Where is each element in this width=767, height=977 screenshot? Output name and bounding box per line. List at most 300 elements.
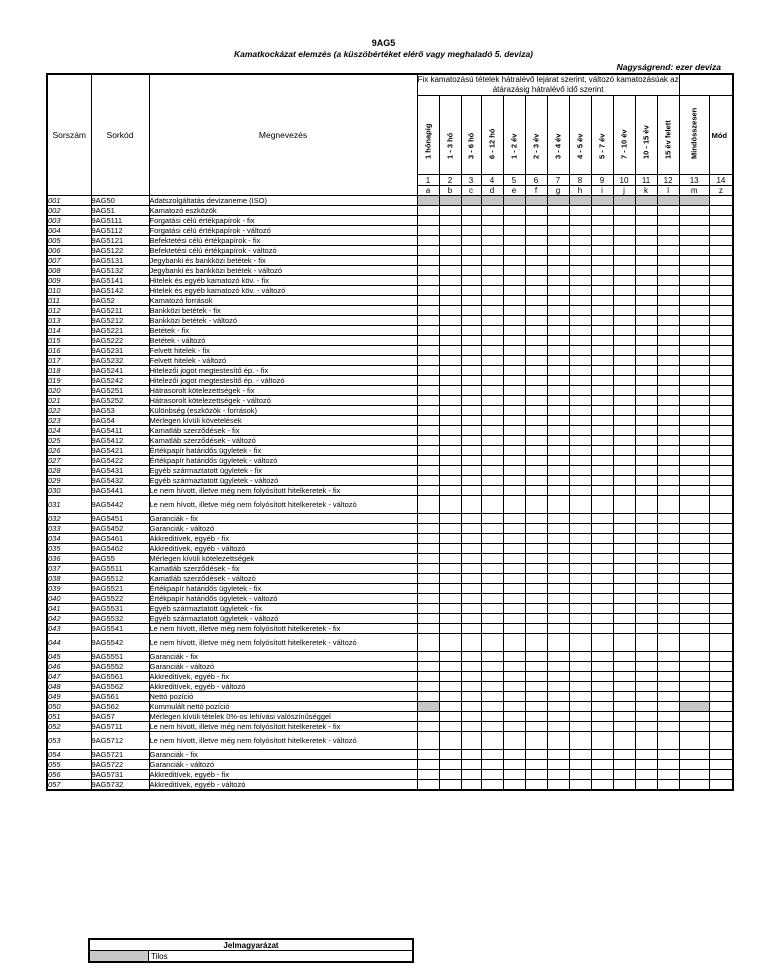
value-cell[interactable] bbox=[547, 306, 569, 316]
value-cell[interactable] bbox=[635, 206, 657, 216]
value-cell[interactable] bbox=[461, 286, 481, 296]
value-cell[interactable] bbox=[547, 594, 569, 604]
value-cell[interactable] bbox=[679, 544, 709, 554]
value-cell[interactable] bbox=[547, 386, 569, 396]
value-cell[interactable] bbox=[635, 356, 657, 366]
value-cell[interactable] bbox=[709, 722, 733, 732]
value-cell[interactable] bbox=[569, 476, 591, 486]
value-cell[interactable] bbox=[503, 306, 525, 316]
value-cell[interactable] bbox=[547, 266, 569, 276]
value-cell[interactable] bbox=[569, 456, 591, 466]
value-cell[interactable] bbox=[547, 336, 569, 346]
value-cell[interactable] bbox=[547, 662, 569, 672]
value-cell[interactable] bbox=[481, 692, 503, 702]
value-cell[interactable] bbox=[679, 206, 709, 216]
value-cell[interactable] bbox=[657, 514, 679, 524]
value-cell[interactable] bbox=[417, 496, 439, 514]
value-cell[interactable] bbox=[569, 624, 591, 634]
value-cell[interactable] bbox=[525, 266, 547, 276]
value-cell[interactable] bbox=[613, 624, 635, 634]
value-cell[interactable] bbox=[461, 246, 481, 256]
value-cell[interactable] bbox=[547, 476, 569, 486]
value-cell[interactable] bbox=[481, 760, 503, 770]
value-cell[interactable] bbox=[591, 750, 613, 760]
value-cell[interactable] bbox=[679, 554, 709, 564]
value-cell[interactable] bbox=[709, 594, 733, 604]
value-cell[interactable] bbox=[613, 534, 635, 544]
value-cell[interactable] bbox=[547, 544, 569, 554]
value-cell[interactable] bbox=[613, 316, 635, 326]
value-cell[interactable] bbox=[635, 750, 657, 760]
value-cell[interactable] bbox=[481, 702, 503, 712]
value-cell[interactable] bbox=[709, 466, 733, 476]
value-cell[interactable] bbox=[547, 634, 569, 652]
value-cell[interactable] bbox=[547, 346, 569, 356]
value-cell[interactable] bbox=[613, 732, 635, 750]
value-cell[interactable] bbox=[679, 336, 709, 346]
value-cell[interactable] bbox=[547, 624, 569, 634]
value-cell[interactable] bbox=[439, 436, 461, 446]
value-cell[interactable] bbox=[525, 236, 547, 246]
value-cell[interactable] bbox=[503, 584, 525, 594]
value-cell[interactable] bbox=[569, 692, 591, 702]
value-cell[interactable] bbox=[503, 534, 525, 544]
value-cell[interactable] bbox=[481, 416, 503, 426]
value-cell[interactable] bbox=[503, 226, 525, 236]
value-cell[interactable] bbox=[679, 386, 709, 396]
value-cell[interactable] bbox=[635, 316, 657, 326]
value-cell[interactable] bbox=[569, 316, 591, 326]
value-cell[interactable] bbox=[481, 544, 503, 554]
value-cell[interactable] bbox=[709, 446, 733, 456]
value-cell[interactable] bbox=[503, 346, 525, 356]
value-cell[interactable] bbox=[417, 524, 439, 534]
value-cell[interactable] bbox=[439, 514, 461, 524]
value-cell[interactable] bbox=[679, 346, 709, 356]
value-cell[interactable] bbox=[525, 564, 547, 574]
value-cell[interactable] bbox=[439, 722, 461, 732]
value-cell[interactable] bbox=[503, 366, 525, 376]
value-cell[interactable] bbox=[481, 732, 503, 750]
value-cell[interactable] bbox=[417, 216, 439, 226]
value-cell[interactable] bbox=[461, 652, 481, 662]
value-cell[interactable] bbox=[679, 436, 709, 446]
value-cell[interactable] bbox=[679, 256, 709, 266]
value-cell[interactable] bbox=[657, 276, 679, 286]
value-cell[interactable] bbox=[481, 366, 503, 376]
value-cell[interactable] bbox=[461, 692, 481, 702]
value-cell[interactable] bbox=[525, 604, 547, 614]
value-cell[interactable] bbox=[709, 306, 733, 316]
value-cell[interactable] bbox=[709, 624, 733, 634]
value-cell[interactable] bbox=[657, 614, 679, 624]
value-cell[interactable] bbox=[569, 396, 591, 406]
value-cell[interactable] bbox=[439, 732, 461, 750]
value-cell[interactable] bbox=[461, 486, 481, 496]
value-cell[interactable] bbox=[591, 584, 613, 594]
value-cell[interactable] bbox=[591, 376, 613, 386]
value-cell[interactable] bbox=[657, 236, 679, 246]
value-cell[interactable] bbox=[439, 750, 461, 760]
value-cell[interactable] bbox=[439, 594, 461, 604]
value-cell[interactable] bbox=[709, 266, 733, 276]
value-cell[interactable] bbox=[417, 416, 439, 426]
value-cell[interactable] bbox=[439, 672, 461, 682]
value-cell[interactable] bbox=[417, 456, 439, 466]
value-cell[interactable] bbox=[525, 486, 547, 496]
value-cell[interactable] bbox=[657, 722, 679, 732]
value-cell[interactable] bbox=[481, 376, 503, 386]
value-cell[interactable] bbox=[503, 416, 525, 426]
value-cell[interactable] bbox=[525, 286, 547, 296]
value-cell[interactable] bbox=[635, 266, 657, 276]
value-cell[interactable] bbox=[657, 692, 679, 702]
value-cell[interactable] bbox=[679, 624, 709, 634]
value-cell[interactable] bbox=[503, 296, 525, 306]
value-cell[interactable] bbox=[503, 524, 525, 534]
value-cell[interactable] bbox=[503, 396, 525, 406]
value-cell[interactable] bbox=[613, 564, 635, 574]
value-cell[interactable] bbox=[569, 722, 591, 732]
value-cell[interactable] bbox=[635, 326, 657, 336]
value-cell[interactable] bbox=[503, 326, 525, 336]
value-cell[interactable] bbox=[613, 346, 635, 356]
value-cell[interactable] bbox=[613, 574, 635, 584]
value-cell[interactable] bbox=[461, 266, 481, 276]
value-cell[interactable] bbox=[417, 256, 439, 266]
value-cell[interactable] bbox=[591, 780, 613, 791]
value-cell[interactable] bbox=[461, 466, 481, 476]
value-cell[interactable] bbox=[613, 672, 635, 682]
value-cell[interactable] bbox=[439, 396, 461, 406]
value-cell[interactable] bbox=[439, 466, 461, 476]
value-cell[interactable] bbox=[635, 760, 657, 770]
value-cell[interactable] bbox=[481, 770, 503, 780]
value-cell[interactable] bbox=[679, 316, 709, 326]
value-cell[interactable] bbox=[679, 396, 709, 406]
value-cell[interactable] bbox=[679, 780, 709, 791]
value-cell[interactable] bbox=[525, 682, 547, 692]
value-cell[interactable] bbox=[635, 554, 657, 564]
value-cell[interactable] bbox=[635, 246, 657, 256]
value-cell[interactable] bbox=[439, 406, 461, 416]
value-cell[interactable] bbox=[461, 206, 481, 216]
value-cell[interactable] bbox=[613, 296, 635, 306]
value-cell[interactable] bbox=[569, 634, 591, 652]
value-cell[interactable] bbox=[461, 346, 481, 356]
value-cell[interactable] bbox=[657, 584, 679, 594]
value-cell[interactable] bbox=[481, 466, 503, 476]
value-cell[interactable] bbox=[525, 276, 547, 286]
value-cell[interactable] bbox=[461, 336, 481, 346]
value-cell[interactable] bbox=[439, 276, 461, 286]
value-cell[interactable] bbox=[679, 594, 709, 604]
value-cell[interactable] bbox=[461, 770, 481, 780]
value-cell[interactable] bbox=[417, 356, 439, 366]
value-cell[interactable] bbox=[679, 486, 709, 496]
value-cell[interactable] bbox=[461, 750, 481, 760]
value-cell[interactable] bbox=[461, 256, 481, 266]
value-cell[interactable] bbox=[657, 366, 679, 376]
value-cell[interactable] bbox=[481, 634, 503, 652]
value-cell[interactable] bbox=[635, 682, 657, 692]
value-cell[interactable] bbox=[591, 732, 613, 750]
value-cell[interactable] bbox=[569, 594, 591, 604]
value-cell[interactable] bbox=[439, 524, 461, 534]
value-cell[interactable] bbox=[525, 732, 547, 750]
value-cell[interactable] bbox=[417, 584, 439, 594]
value-cell[interactable] bbox=[417, 296, 439, 306]
value-cell[interactable] bbox=[439, 356, 461, 366]
value-cell[interactable] bbox=[569, 682, 591, 692]
value-cell[interactable] bbox=[613, 712, 635, 722]
value-cell[interactable] bbox=[547, 682, 569, 692]
value-cell[interactable] bbox=[709, 672, 733, 682]
value-cell[interactable] bbox=[481, 524, 503, 534]
value-cell[interactable] bbox=[503, 652, 525, 662]
value-cell[interactable] bbox=[679, 662, 709, 672]
value-cell[interactable] bbox=[525, 584, 547, 594]
value-cell[interactable] bbox=[709, 634, 733, 652]
value-cell[interactable] bbox=[709, 564, 733, 574]
value-cell[interactable] bbox=[481, 476, 503, 486]
value-cell[interactable] bbox=[481, 594, 503, 604]
value-cell[interactable] bbox=[657, 770, 679, 780]
value-cell[interactable] bbox=[591, 760, 613, 770]
value-cell[interactable] bbox=[417, 476, 439, 486]
value-cell[interactable] bbox=[569, 446, 591, 456]
value-cell[interactable] bbox=[439, 574, 461, 584]
value-cell[interactable] bbox=[439, 634, 461, 652]
value-cell[interactable] bbox=[709, 386, 733, 396]
value-cell[interactable] bbox=[439, 386, 461, 396]
value-cell[interactable] bbox=[635, 624, 657, 634]
value-cell[interactable] bbox=[439, 604, 461, 614]
value-cell[interactable] bbox=[417, 466, 439, 476]
value-cell[interactable] bbox=[635, 296, 657, 306]
value-cell[interactable] bbox=[417, 486, 439, 496]
value-cell[interactable] bbox=[481, 346, 503, 356]
value-cell[interactable] bbox=[481, 336, 503, 346]
value-cell[interactable] bbox=[461, 722, 481, 732]
value-cell[interactable] bbox=[417, 594, 439, 604]
value-cell[interactable] bbox=[591, 216, 613, 226]
value-cell[interactable] bbox=[569, 534, 591, 544]
value-cell[interactable] bbox=[569, 732, 591, 750]
value-cell[interactable] bbox=[613, 750, 635, 760]
value-cell[interactable] bbox=[481, 584, 503, 594]
value-cell[interactable] bbox=[547, 356, 569, 366]
value-cell[interactable] bbox=[657, 634, 679, 652]
value-cell[interactable] bbox=[569, 426, 591, 436]
value-cell[interactable] bbox=[635, 446, 657, 456]
value-cell[interactable] bbox=[569, 406, 591, 416]
value-cell[interactable] bbox=[547, 564, 569, 574]
value-cell[interactable] bbox=[525, 692, 547, 702]
value-cell[interactable] bbox=[481, 456, 503, 466]
value-cell[interactable] bbox=[481, 574, 503, 584]
value-cell[interactable] bbox=[635, 486, 657, 496]
value-cell[interactable] bbox=[417, 662, 439, 672]
value-cell[interactable] bbox=[547, 486, 569, 496]
value-cell[interactable] bbox=[657, 534, 679, 544]
value-cell[interactable] bbox=[679, 286, 709, 296]
value-cell[interactable] bbox=[417, 624, 439, 634]
value-cell[interactable] bbox=[417, 236, 439, 246]
value-cell[interactable] bbox=[417, 346, 439, 356]
value-cell[interactable] bbox=[547, 780, 569, 791]
value-cell[interactable] bbox=[481, 436, 503, 446]
value-cell[interactable] bbox=[591, 206, 613, 216]
value-cell[interactable] bbox=[503, 236, 525, 246]
value-cell[interactable] bbox=[439, 366, 461, 376]
value-cell[interactable] bbox=[481, 206, 503, 216]
value-cell[interactable] bbox=[461, 476, 481, 486]
value-cell[interactable] bbox=[461, 662, 481, 672]
value-cell[interactable] bbox=[679, 770, 709, 780]
value-cell[interactable] bbox=[569, 206, 591, 216]
value-cell[interactable] bbox=[569, 356, 591, 366]
value-cell[interactable] bbox=[417, 306, 439, 316]
value-cell[interactable] bbox=[591, 574, 613, 584]
value-cell[interactable] bbox=[591, 446, 613, 456]
value-cell[interactable] bbox=[679, 326, 709, 336]
value-cell[interactable] bbox=[709, 226, 733, 236]
value-cell[interactable] bbox=[657, 712, 679, 722]
value-cell[interactable] bbox=[461, 226, 481, 236]
value-cell[interactable] bbox=[503, 436, 525, 446]
value-cell[interactable] bbox=[591, 614, 613, 624]
value-cell[interactable] bbox=[439, 326, 461, 336]
value-cell[interactable] bbox=[709, 524, 733, 534]
value-cell[interactable] bbox=[461, 672, 481, 682]
value-cell[interactable] bbox=[417, 376, 439, 386]
value-cell[interactable] bbox=[657, 376, 679, 386]
value-cell[interactable] bbox=[525, 326, 547, 336]
value-cell[interactable] bbox=[461, 446, 481, 456]
value-cell[interactable] bbox=[679, 604, 709, 614]
value-cell[interactable] bbox=[657, 732, 679, 750]
value-cell[interactable] bbox=[679, 466, 709, 476]
value-cell[interactable] bbox=[417, 276, 439, 286]
value-cell[interactable] bbox=[417, 316, 439, 326]
value-cell[interactable] bbox=[679, 584, 709, 594]
value-cell[interactable] bbox=[709, 604, 733, 614]
value-cell[interactable] bbox=[635, 426, 657, 436]
value-cell[interactable] bbox=[613, 584, 635, 594]
value-cell[interactable] bbox=[439, 336, 461, 346]
value-cell[interactable] bbox=[481, 246, 503, 256]
value-cell[interactable] bbox=[417, 672, 439, 682]
value-cell[interactable] bbox=[709, 514, 733, 524]
value-cell[interactable] bbox=[591, 682, 613, 692]
value-cell[interactable] bbox=[417, 206, 439, 216]
value-cell[interactable] bbox=[613, 634, 635, 652]
value-cell[interactable] bbox=[679, 276, 709, 286]
value-cell[interactable] bbox=[525, 634, 547, 652]
value-cell[interactable] bbox=[591, 266, 613, 276]
value-cell[interactable] bbox=[503, 466, 525, 476]
value-cell[interactable] bbox=[525, 346, 547, 356]
value-cell[interactable] bbox=[569, 466, 591, 476]
value-cell[interactable] bbox=[439, 682, 461, 692]
value-cell[interactable] bbox=[417, 226, 439, 236]
value-cell[interactable] bbox=[657, 466, 679, 476]
value-cell[interactable] bbox=[547, 256, 569, 266]
value-cell[interactable] bbox=[481, 256, 503, 266]
value-cell[interactable] bbox=[709, 366, 733, 376]
value-cell[interactable] bbox=[439, 554, 461, 564]
value-cell[interactable] bbox=[417, 514, 439, 524]
value-cell[interactable] bbox=[613, 652, 635, 662]
value-cell[interactable] bbox=[657, 564, 679, 574]
value-cell[interactable] bbox=[569, 376, 591, 386]
value-cell[interactable] bbox=[591, 396, 613, 406]
value-cell[interactable] bbox=[417, 534, 439, 544]
value-cell[interactable] bbox=[547, 396, 569, 406]
value-cell[interactable] bbox=[635, 366, 657, 376]
value-cell[interactable] bbox=[461, 554, 481, 564]
value-cell[interactable] bbox=[613, 406, 635, 416]
value-cell[interactable] bbox=[525, 780, 547, 791]
value-cell[interactable] bbox=[547, 652, 569, 662]
value-cell[interactable] bbox=[461, 614, 481, 624]
value-cell[interactable] bbox=[547, 376, 569, 386]
value-cell[interactable] bbox=[613, 246, 635, 256]
value-cell[interactable] bbox=[657, 682, 679, 692]
value-cell[interactable] bbox=[439, 760, 461, 770]
value-cell[interactable] bbox=[461, 624, 481, 634]
value-cell[interactable] bbox=[709, 326, 733, 336]
value-cell[interactable] bbox=[503, 604, 525, 614]
value-cell[interactable] bbox=[657, 446, 679, 456]
value-cell[interactable] bbox=[709, 396, 733, 406]
value-cell[interactable] bbox=[657, 296, 679, 306]
value-cell[interactable] bbox=[525, 416, 547, 426]
value-cell[interactable] bbox=[709, 770, 733, 780]
value-cell[interactable] bbox=[461, 732, 481, 750]
value-cell[interactable] bbox=[417, 406, 439, 416]
value-cell[interactable] bbox=[657, 750, 679, 760]
value-cell[interactable] bbox=[569, 672, 591, 682]
value-cell[interactable] bbox=[679, 672, 709, 682]
value-cell[interactable] bbox=[635, 732, 657, 750]
value-cell[interactable] bbox=[569, 780, 591, 791]
value-cell[interactable] bbox=[569, 750, 591, 760]
value-cell[interactable] bbox=[525, 524, 547, 534]
value-cell[interactable] bbox=[525, 296, 547, 306]
value-cell[interactable] bbox=[657, 524, 679, 534]
value-cell[interactable] bbox=[547, 770, 569, 780]
value-cell[interactable] bbox=[569, 514, 591, 524]
value-cell[interactable] bbox=[481, 326, 503, 336]
value-cell[interactable] bbox=[635, 496, 657, 514]
value-cell[interactable] bbox=[635, 524, 657, 534]
value-cell[interactable] bbox=[569, 246, 591, 256]
value-cell[interactable] bbox=[481, 712, 503, 722]
value-cell[interactable] bbox=[709, 712, 733, 722]
value-cell[interactable] bbox=[503, 672, 525, 682]
value-cell[interactable] bbox=[679, 514, 709, 524]
value-cell[interactable] bbox=[613, 396, 635, 406]
value-cell[interactable] bbox=[525, 722, 547, 732]
value-cell[interactable] bbox=[679, 682, 709, 692]
value-cell[interactable] bbox=[481, 514, 503, 524]
value-cell[interactable] bbox=[525, 496, 547, 514]
value-cell[interactable] bbox=[547, 534, 569, 544]
value-cell[interactable] bbox=[503, 256, 525, 266]
value-cell[interactable] bbox=[679, 376, 709, 386]
